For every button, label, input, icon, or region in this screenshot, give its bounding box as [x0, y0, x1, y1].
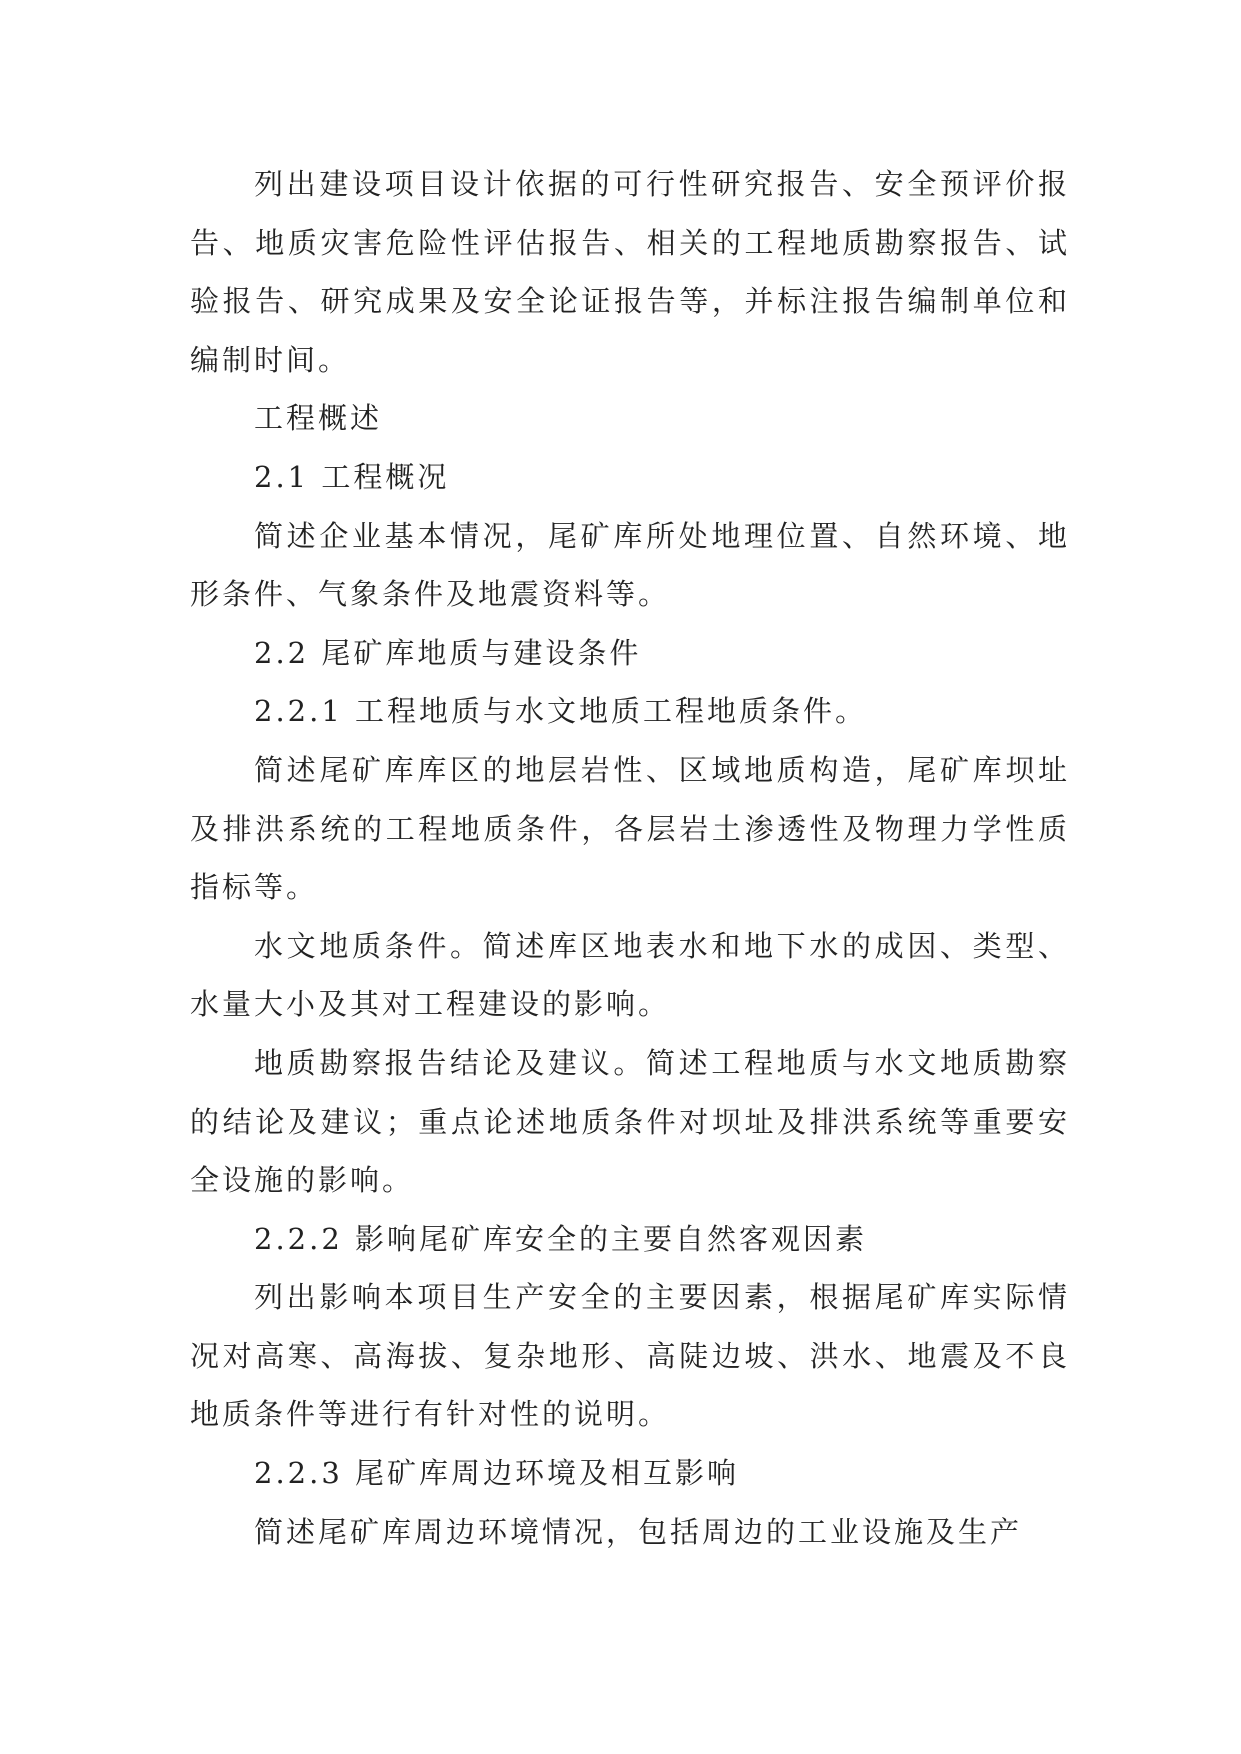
- heading-2-1: 2.1 工程概况: [254, 459, 450, 494]
- paragraph-enterprise-summary: 简述企业基本情况，尾矿库所处地理位置、自然环境、地形条件、气象条件及地震资料等。: [190, 518, 1070, 612]
- heading-2-2-3: 2.2.3 尾矿库周边环境及相互影响: [254, 1456, 740, 1491]
- paragraph-survey-conclusions: 地质勘察报告结论及建议。简述工程地质与水文地质勘察的结论及建议；重点论述地质条件对坝址及排洪系统等重要安全设施的影响。: [190, 1045, 1070, 1198]
- paragraph-hydrogeology: 水文地质条件。简述库区地表水和地下水的成因、类型、水量大小及其对工程建设的影响。: [190, 928, 1070, 1022]
- paragraph-surroundings: 简述尾矿库周边环境情况，包括周边的工业设施及生产: [254, 1514, 1023, 1549]
- paragraph-design-basis: 列出建设项目设计依据的可行性研究报告、安全预评价报告、地质灾害危险性评估报告、相关的工程地质勘察报告、试验报告、研究成果及安全论证报告等，并标注报告编制单位和编制时间。: [190, 167, 1070, 377]
- paragraph-main-factors: 列出影响本项目生产安全的主要因素，根据尾矿库实际情况对高寒、高海拔、复杂地形、高陡边坡、洪水、地震及不良地质条件等进行有针对性的说明。: [190, 1280, 1070, 1432]
- heading-project-overview: 工程概述: [254, 401, 383, 436]
- heading-2-2: 2.2 尾矿库地质与建设条件: [254, 635, 642, 670]
- heading-2-2-1: 2.2.1 工程地质与水文地质工程地质条件。: [254, 694, 868, 729]
- paragraph-geology: 简述尾矿库库区的地层岩性、区域地质构造，尾矿库坝址及排洪系统的工程地质条件，各层岩土渗透性及物理力学性质指标等。: [190, 752, 1070, 905]
- heading-2-2-2: 2.2.2 影响尾矿库安全的主要自然客观因素: [254, 1221, 868, 1256]
- document-body: [190, 155, 1070, 1561]
